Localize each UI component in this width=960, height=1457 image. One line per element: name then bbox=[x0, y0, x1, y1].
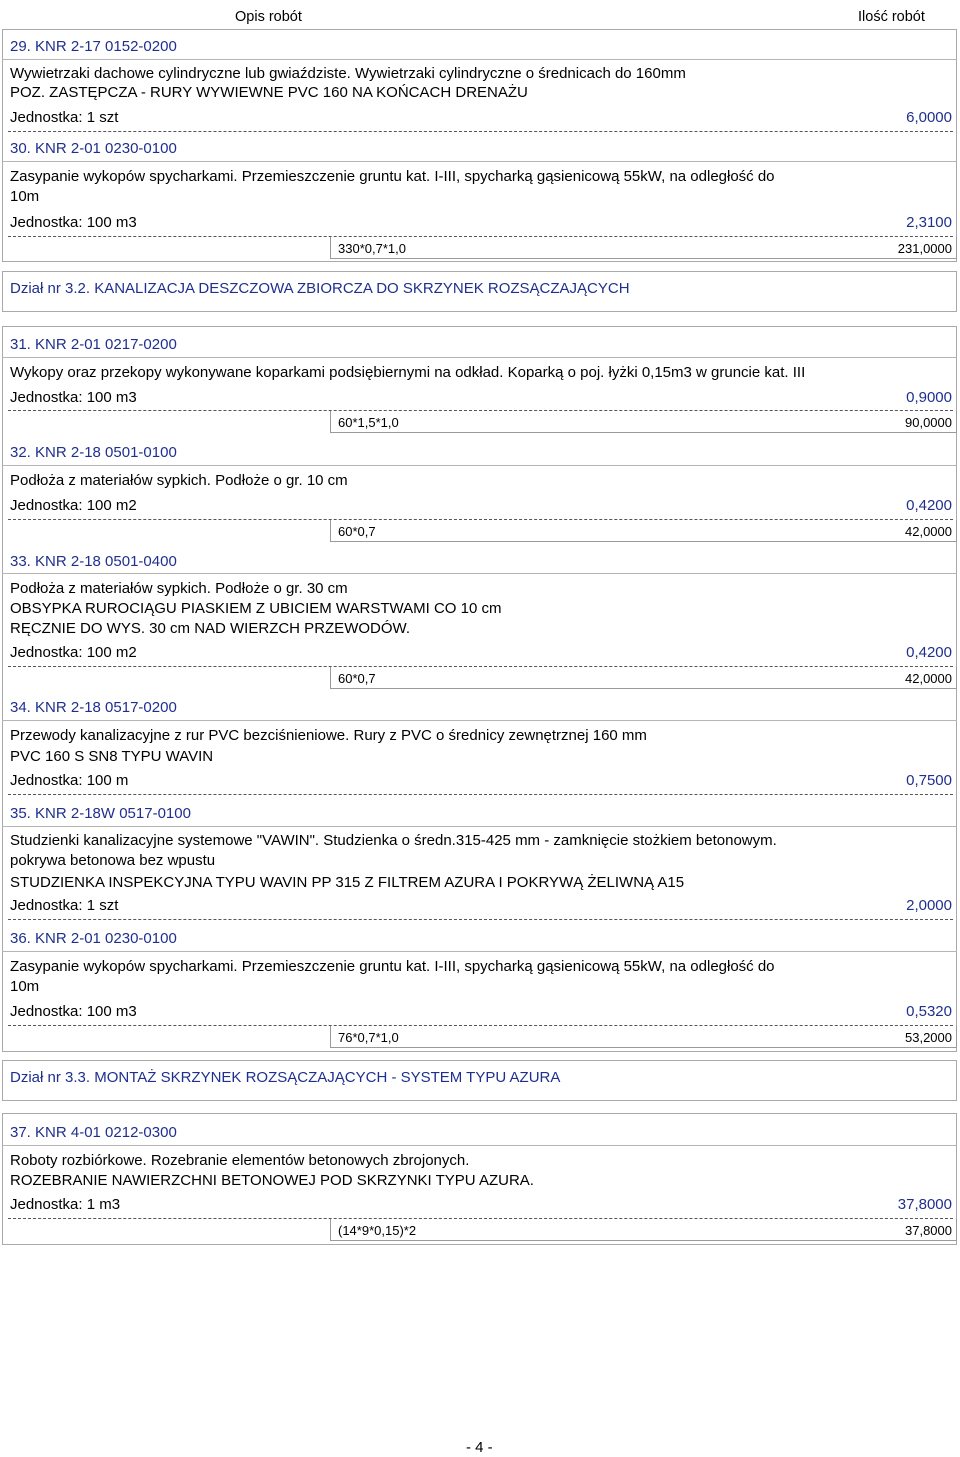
calc-row bbox=[330, 411, 957, 433]
item-description: POZ. ZASTĘPCZA - RURY WYWIEWNE PVC 160 NA KOŃCACH DRENAŻU bbox=[10, 84, 528, 101]
item-description: Przewody kanalizacyjne z rur PVC bezciśnieniowe. Rury z PVC o średnicy zewnętrznej 160 mm bbox=[10, 727, 647, 744]
item-description: STUDZIENKA INSPEKCYJNA TYPU WAVIN PP 315 Z FILTREM AZURA I POKRYWĄ ŻELIWNĄ A15 bbox=[10, 874, 685, 891]
calc-row bbox=[330, 667, 957, 689]
item-description: Wykopy oraz przekopy wykonywane koparkami podsiębiernymi na odkład. Koparką o poj. łyżki 0,15m3 w gruncie kat. III bbox=[10, 364, 806, 381]
item-description: OBSYPKA RUROCIĄGU PIASKIEM Z UBICIEM WARSTWAMI CO 10 cm bbox=[10, 600, 502, 617]
item-quantity: 6,0000 bbox=[906, 109, 952, 126]
divider bbox=[2, 161, 957, 162]
item-quantity: 0,5320 bbox=[906, 1003, 952, 1020]
item-description: Zasypanie wykopów spycharkami. Przemieszczenie gruntu kat. I-III, spycharką gąsienicową 55kW, na odległość do bbox=[10, 958, 775, 975]
item-description: ROZEBRANIE NAWIERZCHNI BETONOWEJ POD SKRZYNKI TYPU AZURA. bbox=[10, 1172, 534, 1189]
item-description: Podłoża z materiałów sypkich. Podłoże o gr. 10 cm bbox=[10, 472, 348, 489]
item-quantity: 0,4200 bbox=[906, 644, 952, 661]
divider bbox=[2, 357, 957, 358]
item-description: 10m bbox=[10, 978, 40, 995]
calc-result: 37,8000 bbox=[905, 1223, 952, 1238]
calc-formula: 76*0,7*1,0 bbox=[338, 1030, 399, 1045]
calc-formula: (14*9*0,15)*2 bbox=[338, 1223, 417, 1238]
item-description: pokrywa betonowa bez wpustu bbox=[10, 852, 216, 869]
column-header-description: Opis robót bbox=[235, 9, 302, 25]
calc-formula: 330*0,7*1,0 bbox=[338, 241, 406, 256]
calc-row bbox=[330, 520, 957, 542]
item-quantity: 37,8000 bbox=[897, 1196, 952, 1213]
item-number: 32. KNR 2-18 0501-0100 bbox=[10, 444, 177, 461]
item-unit: Jednostka: 1 szt bbox=[10, 897, 119, 914]
item-description: PVC 160 S SN8 TYPU WAVIN bbox=[10, 748, 214, 765]
item-number: 30. KNR 2-01 0230-0100 bbox=[10, 140, 177, 157]
item-description: 10m bbox=[10, 188, 40, 205]
section-title: Dział nr 3.2. KANALIZACJA DESZCZOWA ZBIORCZA DO SKRZYNEK ROZSĄCZAJĄCYCH bbox=[10, 280, 630, 297]
calc-row bbox=[330, 1219, 957, 1241]
item-number: 33. KNR 2-18 0501-0400 bbox=[10, 553, 177, 570]
calc-result: 53,2000 bbox=[905, 1030, 952, 1045]
dashed-separator bbox=[8, 131, 953, 132]
calc-formula: 60*0,7 bbox=[338, 524, 376, 539]
item-unit: Jednostka: 1 szt bbox=[10, 109, 119, 126]
divider bbox=[2, 951, 957, 952]
item-quantity: 0,7500 bbox=[906, 772, 952, 789]
calc-formula: 60*0,7 bbox=[338, 671, 376, 686]
item-description: Zasypanie wykopów spycharkami. Przemieszczenie gruntu kat. I-III, spycharką gąsienicową 55kW, na odległość do bbox=[10, 168, 775, 185]
divider bbox=[2, 59, 957, 60]
item-number: 37. KNR 4-01 0212-0300 bbox=[10, 1124, 177, 1141]
divider bbox=[2, 720, 957, 721]
item-number: 29. KNR 2-17 0152-0200 bbox=[10, 38, 177, 55]
divider bbox=[2, 573, 957, 574]
calc-formula: 60*1,5*1,0 bbox=[338, 415, 399, 430]
calc-row bbox=[330, 1026, 957, 1048]
item-quantity: 0,9000 bbox=[906, 389, 952, 406]
item-description: Wywietrzaki dachowe cylindryczne lub gwiaździste. Wywietrzaki cylindryczne o średnicach do 160mm bbox=[10, 65, 686, 82]
item-number: 36. KNR 2-01 0230-0100 bbox=[10, 930, 177, 947]
item-unit: Jednostka: 100 m3 bbox=[10, 214, 137, 231]
item-unit: Jednostka: 100 m3 bbox=[10, 1003, 137, 1020]
item-unit: Jednostka: 100 m3 bbox=[10, 389, 137, 406]
item-quantity: 2,0000 bbox=[906, 897, 952, 914]
divider bbox=[2, 826, 957, 827]
calc-result: 42,0000 bbox=[905, 671, 952, 686]
calc-result: 42,0000 bbox=[905, 524, 952, 539]
calc-result: 231,0000 bbox=[897, 241, 952, 256]
item-description: RĘCZNIE DO WYS. 30 cm NAD WIERZCH PRZEWODÓW. bbox=[10, 620, 411, 637]
dashed-separator bbox=[8, 794, 953, 795]
item-number: 31. KNR 2-01 0217-0200 bbox=[10, 336, 177, 353]
calc-result: 90,0000 bbox=[905, 415, 952, 430]
item-unit: Jednostka: 1 m3 bbox=[10, 1196, 121, 1213]
item-description: Podłoża z materiałów sypkich. Podłoże o gr. 30 cm bbox=[10, 580, 348, 597]
item-quantity: 2,3100 bbox=[906, 214, 952, 231]
item-unit: Jednostka: 100 m2 bbox=[10, 497, 137, 514]
column-header-quantity: Ilość robót bbox=[858, 9, 925, 25]
item-number: 35. KNR 2-18W 0517-0100 bbox=[10, 805, 191, 822]
section-title: Dział nr 3.3. MONTAŻ SKRZYNEK ROZSĄCZAJĄCYCH - SYSTEM TYPU AZURA bbox=[10, 1069, 561, 1086]
divider bbox=[2, 465, 957, 466]
calc-row bbox=[330, 237, 957, 259]
divider bbox=[2, 1145, 957, 1146]
item-quantity: 0,4200 bbox=[906, 497, 952, 514]
item-unit: Jednostka: 100 m bbox=[10, 772, 129, 789]
item-number: 34. KNR 2-18 0517-0200 bbox=[10, 699, 177, 716]
item-description: Roboty rozbiórkowe. Rozebranie elementów betonowych zbrojonych. bbox=[10, 1152, 470, 1169]
dashed-separator bbox=[8, 919, 953, 920]
item-unit: Jednostka: 100 m2 bbox=[10, 644, 137, 661]
item-description: Studzienki kanalizacyjne systemowe "VAWIN". Studzienka o średn.315-425 mm - zamknięcie stożkiem betonowym. bbox=[10, 832, 777, 849]
page-number: - 4 - bbox=[466, 1439, 493, 1456]
